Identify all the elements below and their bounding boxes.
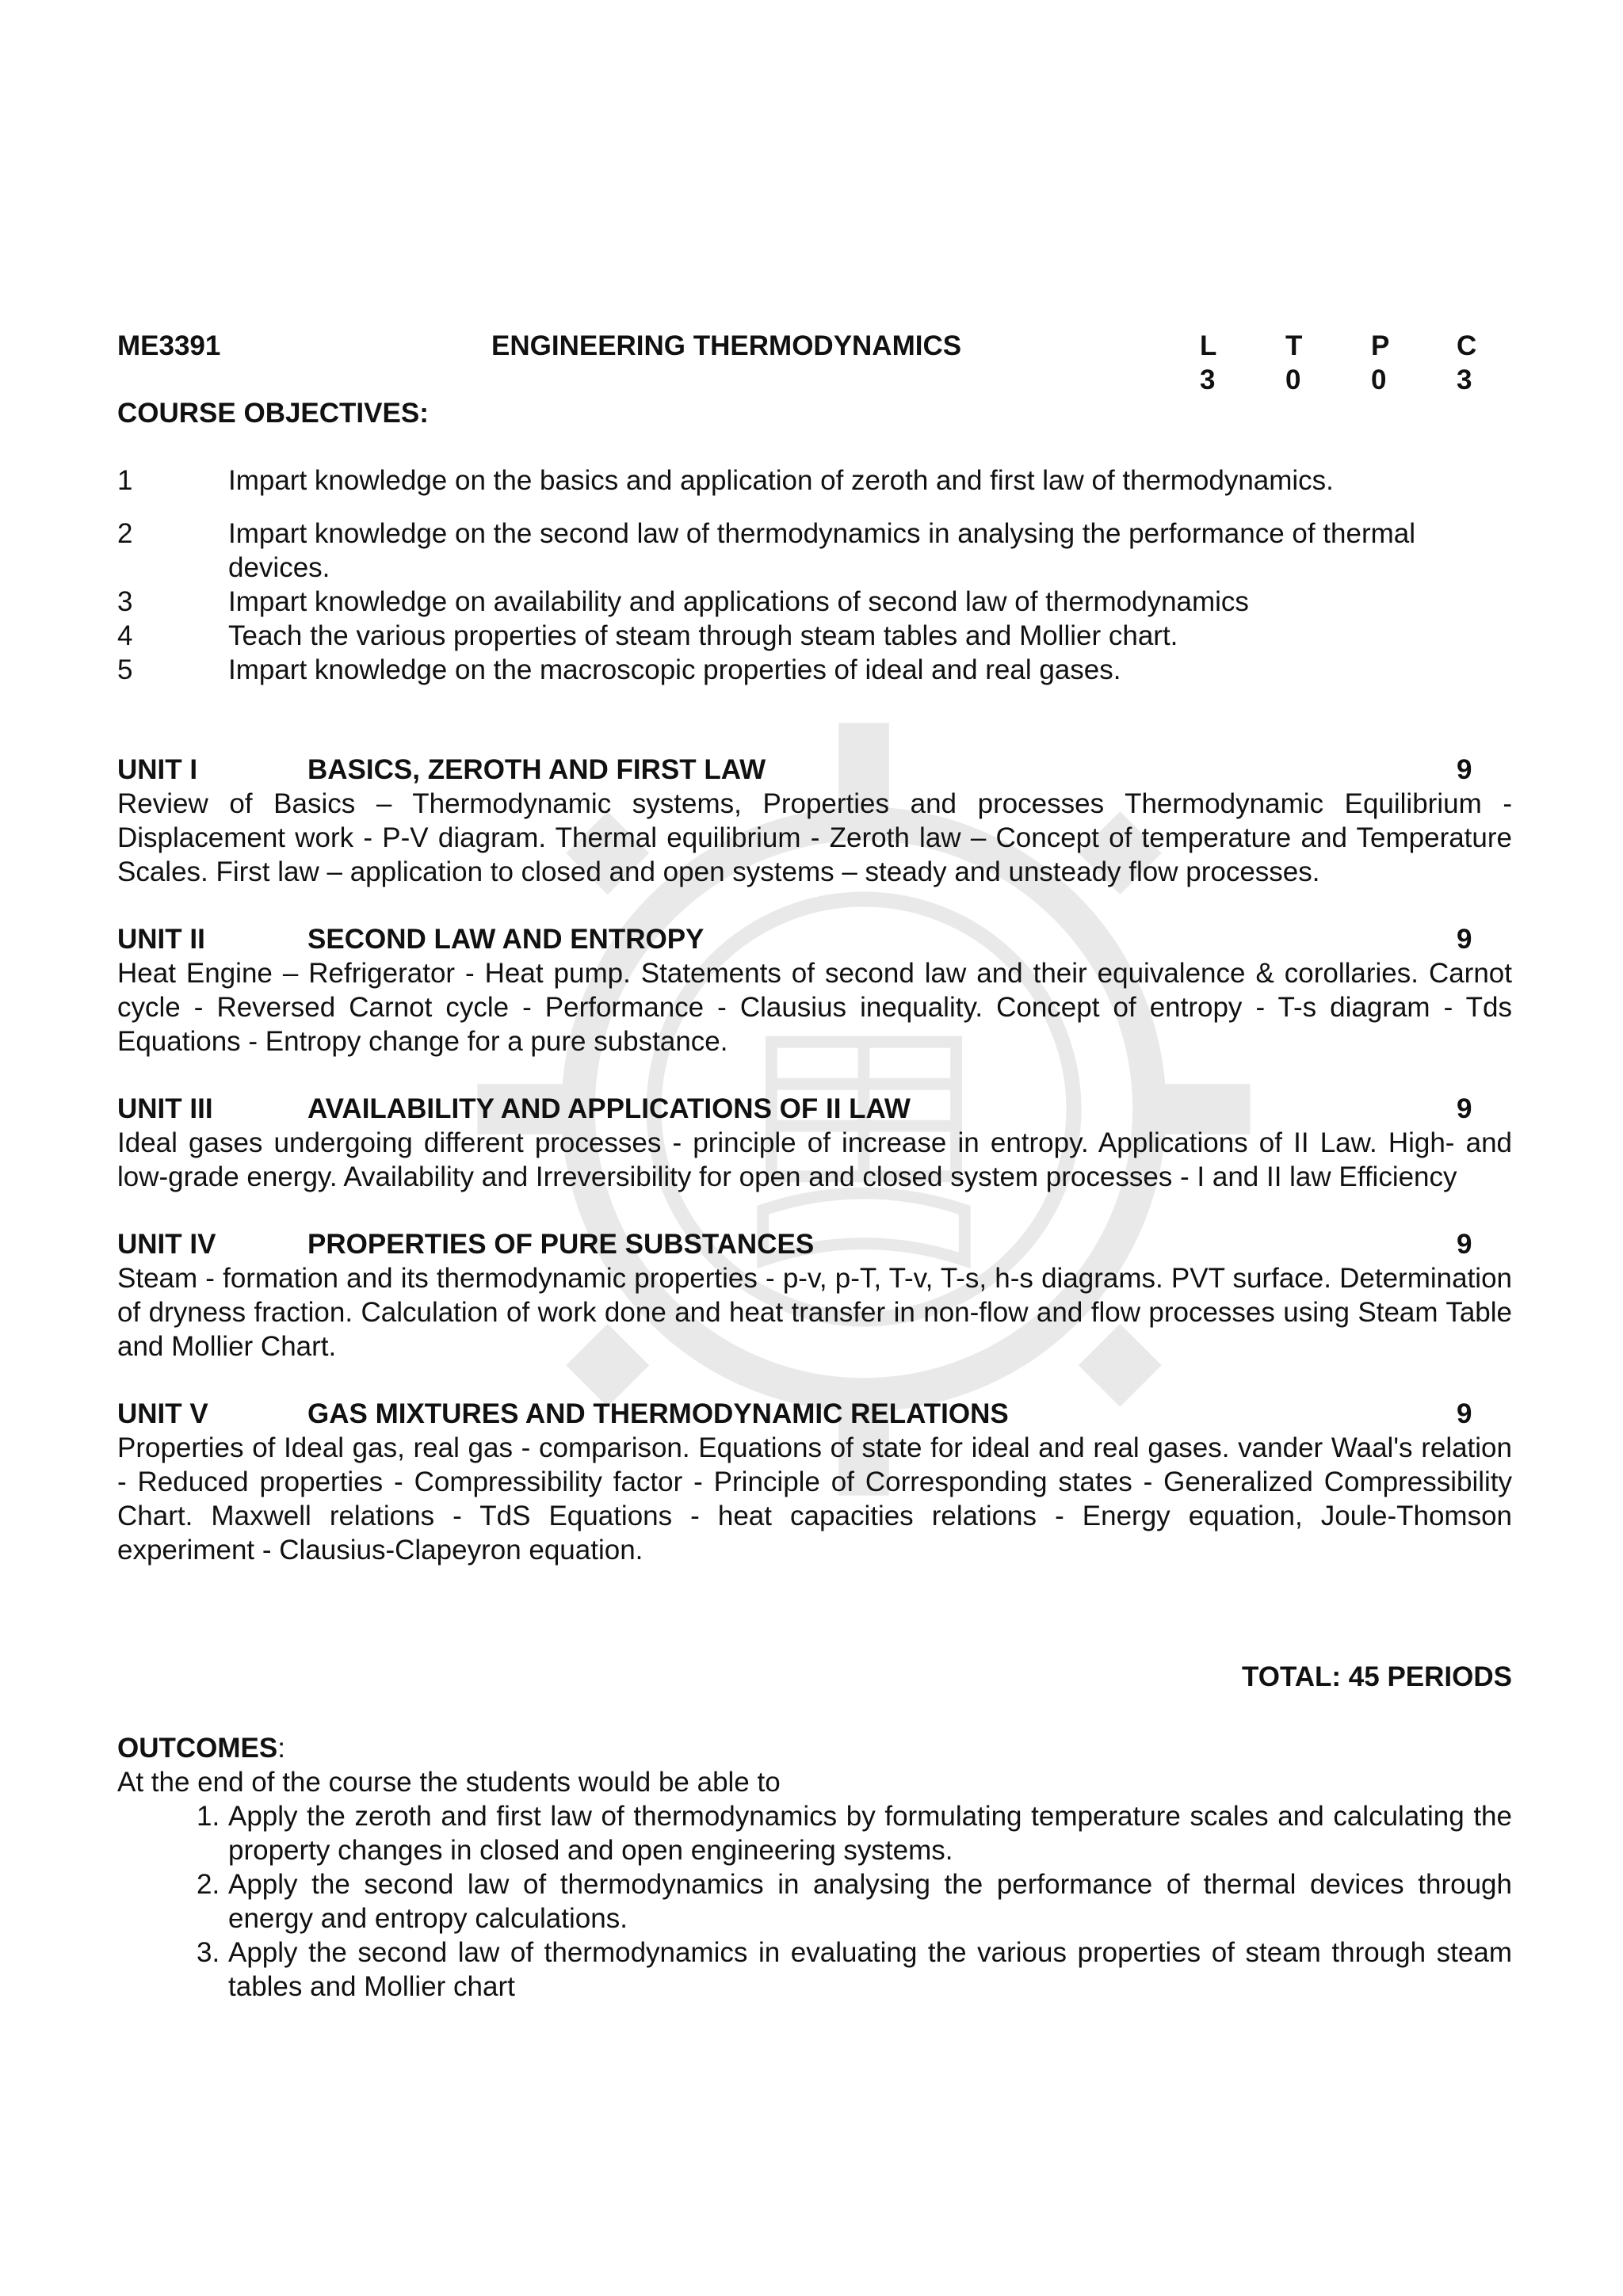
- objective-text: Impart knowledge on the basics and application of zeroth and first law of thermodynamics.: [228, 465, 1334, 496]
- ltpc-table: [1200, 329, 1542, 397]
- unit-heading: [117, 1092, 1512, 1126]
- outcome-number-cell: [117, 1799, 228, 1867]
- objective-item: [117, 653, 1512, 687]
- unit-hours: 9: [1457, 1398, 1472, 1429]
- ltpc-label: T: [1285, 330, 1303, 361]
- objective-number: 3: [117, 586, 133, 617]
- unit-number: UNIT II: [117, 924, 205, 955]
- outcomes-heading: [117, 1731, 1512, 1765]
- ltpc-value: 3: [1200, 364, 1216, 395]
- ltpc-label: C: [1457, 330, 1477, 361]
- ltpc-values-row: [1200, 363, 1542, 397]
- objective-number: 5: [117, 654, 133, 685]
- objective-text: Impart knowledge on the second law of thermodynamics in analysing the performance of thermal devices.: [228, 518, 1416, 583]
- unit-heading: [117, 1397, 1512, 1431]
- unit-number: UNIT IV: [117, 1229, 216, 1260]
- unit-heading: [117, 753, 1512, 787]
- units-section: [117, 753, 1512, 1600]
- outcome-number-cell: [117, 1936, 228, 2004]
- unit-block: [117, 1397, 1512, 1567]
- objective-text: Teach the various properties of steam through steam tables and Mollier chart.: [228, 620, 1178, 651]
- unit-title: PROPERTIES OF PURE SUBSTANCES: [307, 1229, 815, 1260]
- outcome-text: Apply the zeroth and first law of thermodynamics by formulating temperature scales and calculating the property changes in closed and open engineering systems.: [228, 1801, 1512, 1866]
- outcome-item: [117, 1799, 1512, 1867]
- outcomes-section: [117, 1731, 1512, 2004]
- unit-description: Review of Basics – Thermodynamic systems, Properties and processes Thermodynamic Equilibrium - Displacement work - P-V diagram. Thermal equilibrium - Zeroth law – Concept of temperature and Temperature Scales. First law – application to closed and open systems – steady and unsteady flow processes.: [117, 788, 1512, 887]
- outcome-number: 1.: [197, 1801, 220, 1832]
- outcome-text: Apply the second law of thermodynamics in analysing the performance of thermal devices through energy and entropy calculations.: [228, 1869, 1512, 1934]
- objective-item: [117, 517, 1512, 585]
- unit-heading: [117, 922, 1512, 956]
- unit-description: Heat Engine – Refrigerator - Heat pump. Statements of second law and their equivalence & corollaries. Carnot cycle - Reversed Carnot cycle - Performance - Clausius inequality. Concept of entropy - T-s diagram - Tds Equations - Entropy change for a pure substance.: [117, 958, 1512, 1057]
- unit-heading: [117, 1227, 1512, 1261]
- outcome-number: 3.: [197, 1937, 220, 1968]
- objective-number: 1: [117, 465, 133, 496]
- outcome-item: [117, 1936, 1512, 2004]
- unit-description: Ideal gases undergoing different processes - principle of increase in entropy. Applications of II Law. High- and low-grade energy. Availability and Irreversibility for open and closed system processes - I and II law Efficiency: [117, 1127, 1512, 1192]
- unit-block: [117, 753, 1512, 889]
- outcome-number-cell: [117, 1867, 228, 1936]
- unit-description: Properties of Ideal gas, real gas - comparison. Equations of state for ideal and real gases. vander Waal's relation - Reduced properties - Compressibility factor - Principle of Corresponding states - Generalized Compressibility Chart. Maxwell relations - TdS Equations - heat capacities relations - Energy equation, Joule-Thomson experiment - Clausius-Clapeyron equation.: [117, 1432, 1512, 1566]
- unit-hours: 9: [1457, 754, 1472, 785]
- ltpc-label: P: [1371, 330, 1390, 361]
- objective-number: 2: [117, 518, 133, 549]
- unit-title: GAS MIXTURES AND THERMODYNAMIC RELATIONS: [307, 1398, 1009, 1429]
- outcomes-heading-colon: :: [277, 1733, 285, 1764]
- objectives-list: [117, 463, 1512, 687]
- unit-number: UNIT I: [117, 754, 198, 785]
- outcome-text: Apply the second law of thermodynamics in evaluating the various properties of steam through steam tables and Mollier chart: [228, 1937, 1512, 2002]
- unit-hours: 9: [1457, 1093, 1472, 1124]
- objective-item: [117, 585, 1512, 619]
- outcome-item: [117, 1867, 1512, 1936]
- ltpc-value: 3: [1457, 364, 1472, 395]
- objective-number: 4: [117, 620, 133, 651]
- unit-block: [117, 922, 1512, 1058]
- unit-title: SECOND LAW AND ENTROPY: [307, 924, 705, 955]
- unit-hours: 9: [1457, 1229, 1472, 1260]
- unit-description: Steam - formation and its thermodynamic properties - p-v, p-T, T-v, T-s, h-s diagrams. PVT surface. Determination of dryness fraction. Calculation of work done and heat transfer in non-flow and flow processes using Steam Table and Mollier Chart.: [117, 1263, 1512, 1362]
- objective-text: Impart knowledge on availability and applications of second law of thermodynamics: [228, 586, 1249, 617]
- course-title: ENGINEERING THERMODYNAMICS: [491, 330, 962, 361]
- unit-block: [117, 1092, 1512, 1194]
- total-periods: TOTAL: 45 PERIODS: [1242, 1661, 1512, 1692]
- outcomes-heading-text: OUTCOMES: [117, 1733, 278, 1764]
- outcomes-intro: At the end of the course the students would be able to: [117, 1767, 781, 1798]
- ltpc-value: 0: [1285, 364, 1301, 395]
- ltpc-labels-row: [1200, 329, 1542, 363]
- unit-title: BASICS, ZEROTH AND FIRST LAW: [307, 754, 766, 785]
- ltpc-value: 0: [1371, 364, 1387, 395]
- unit-hours: 9: [1457, 924, 1472, 955]
- objective-text: Impart knowledge on the macroscopic properties of ideal and real gases.: [228, 654, 1121, 685]
- course-code: ME3391: [117, 330, 221, 361]
- unit-title: AVAILABILITY AND APPLICATIONS OF II LAW: [307, 1093, 911, 1124]
- ltpc-label: L: [1200, 330, 1217, 361]
- objective-item: [117, 463, 1512, 498]
- objective-item: [117, 619, 1512, 653]
- unit-number: UNIT V: [117, 1398, 208, 1429]
- objectives-heading: COURSE OBJECTIVES:: [117, 398, 429, 429]
- unit-number: UNIT III: [117, 1093, 213, 1124]
- outcome-number: 2.: [197, 1869, 220, 1900]
- unit-block: [117, 1227, 1512, 1363]
